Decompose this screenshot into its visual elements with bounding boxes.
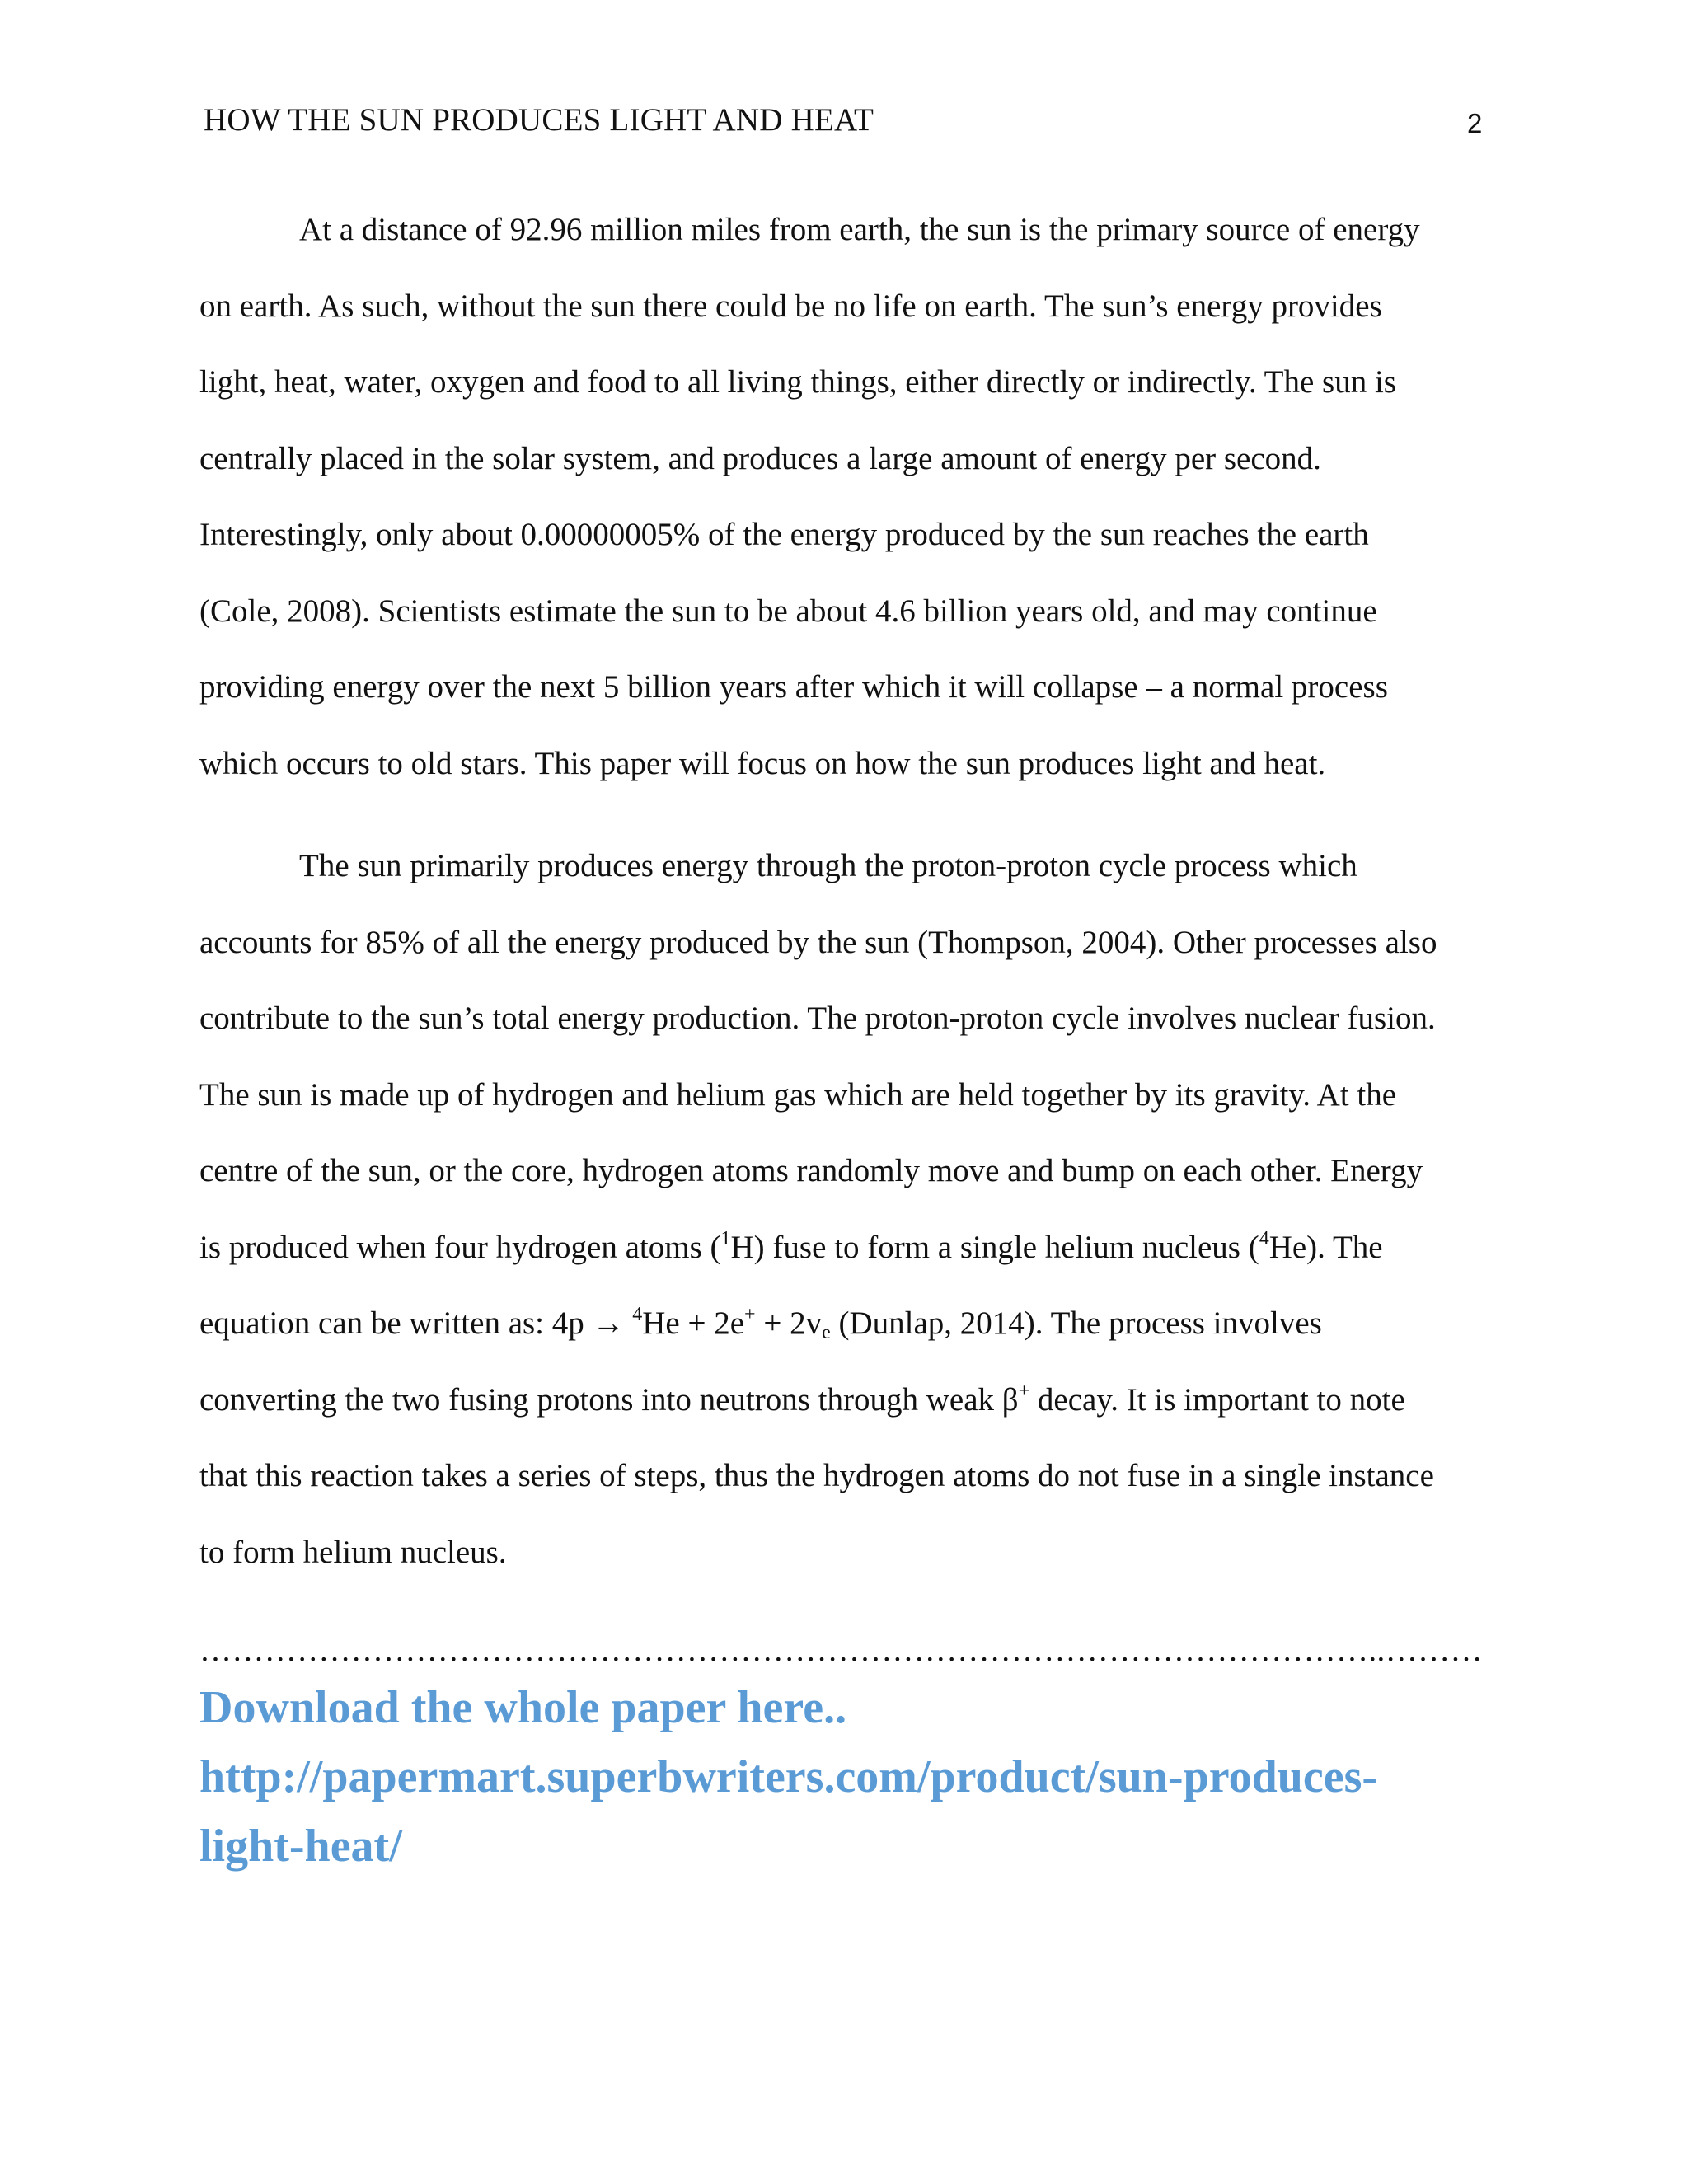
running-head: HOW THE SUN PRODUCES LIGHT AND HEAT [204,102,874,138]
superscript: 4 [632,1304,643,1325]
text-segment: He). The [1268,1229,1383,1265]
text-segment: (Dunlap, 2014). The process involves [830,1305,1322,1341]
text-line: contribute to the sun’s total energy production. The proton-proton cycle involves nuclear fusion. [199,1001,1436,1036]
text-segment: is produced when four hydrogen atoms ( [199,1229,721,1265]
superscript: 1 [720,1227,731,1249]
text-line: which occurs to old stars. This paper will focus on how the sun produces light and heat. [199,745,1326,781]
download-url-line-2: light-heat/ [199,1821,402,1872]
text-line: The sun is made up of hydrogen and helium gas which are held together by its gravity. At the [199,1076,1397,1113]
text-line: accounts for 85% of all the energy produced by the sun (Thompson, 2004). Other processes also [199,924,1437,960]
download-url-line-1: http://papermart.superbwriters.com/product/sun-produces- [199,1751,1378,1802]
text-line: light, heat, water, oxygen and food to all living things, either directly or indirectly. The sun is [199,364,1396,400]
download-link[interactable] [199,1742,1518,1881]
download-text: Download the whole paper here.. [199,1682,847,1733]
superscript: + [744,1304,756,1325]
paragraph-intro [199,192,1485,802]
dotted-separator: ………………………………………………………………………………………………..……… [199,1633,1483,1668]
text-segment: decay. It is important to note [1029,1381,1405,1418]
text-segment: converting the two fusing protons into neutrons through weak β [199,1381,1019,1418]
download-block [199,1673,1518,1881]
text-line: providing energy over the next 5 billion years after which it will collapse – a normal process [199,669,1388,705]
text-segment: + 2v [755,1305,823,1341]
text-line: to form helium nucleus. [199,1534,507,1570]
paragraph-proton-cycle [199,828,1485,1591]
text-line: (Cole, 2008). Scientists estimate the sun to be about 4.6 billion years old, and may continue [199,593,1377,629]
text-segment: equation can be written as: 4p → [199,1305,633,1341]
text-line: The sun primarily produces energy through the proton-proton cycle process which [299,848,1357,883]
subscript: e [822,1322,831,1343]
text-line: Interestingly, only about 0.00000005% of the energy produced by the sun reaches the earth [199,517,1369,552]
text-line: centrally placed in the solar system, and produces a large amount of energy per second. [199,440,1321,476]
superscript: + [1018,1380,1030,1402]
text-line-equation [199,1286,1485,1362]
text-line-hydrogen-helium [199,1210,1485,1286]
text-line: centre of the sun, or the core, hydrogen atoms randomly move and bump on each other. Energy [199,1153,1423,1188]
text-segment: He + 2e [642,1305,745,1341]
text-line-beta-decay [199,1362,1485,1439]
text-segment: H) fuse to form a single helium nucleus ( [730,1229,1259,1265]
page-number: 2 [1467,108,1483,138]
superscript: 4 [1259,1227,1269,1249]
text-line: At a distance of 92.96 million miles from earth, the sun is the primary source of energy [299,212,1420,247]
text-line: that this reaction takes a series of steps, thus the hydrogen atoms do not fuse in a single instance [199,1458,1434,1493]
text-line: on earth. As such, without the sun there could be no life on earth. The sun’s energy provides [199,288,1382,324]
